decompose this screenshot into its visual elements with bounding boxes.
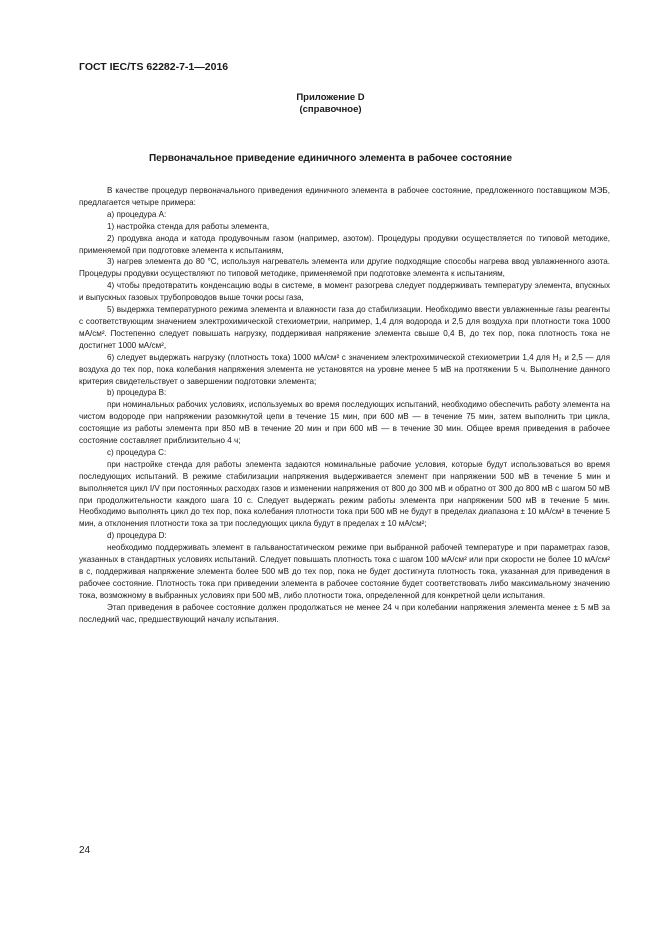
- paragraph: 3) нагрев элемента до 80 °С, используя нагреватель элемента или другие подходящие способы нагрева ввод увлажненного азота. Процедуры продувки осуществляют по типовой методике, применяемой при подготовке элемента к испытаниям,: [79, 257, 610, 279]
- paragraph: при номинальных рабочих условиях, используемых во время последующих испытаний, необходимо обеспечить работу элемента на чистом водороде при напряжении разомкнутой цепи в течение 15 мин, при 600 мВ — в течение 75 мин, затем выполнить три цикла, состоящие из работы элемента при 850 мВ в течение 20 мин и при 600 мВ — в течение 30 мин. Общее время приведения в рабочее состояние составляет приблизительно 4 ч;: [79, 400, 610, 446]
- paragraph: 1) настройка стенда для работы элемента,: [107, 221, 270, 231]
- annex-subtitle: (справочное): [299, 104, 362, 115]
- paragraph: 4) чтобы предотвратить конденсацию воды в системе, в момент разогрева следует поддерживать температуру элемента, впускных и выпускных газовых трубопроводов выше точки росы газа,: [79, 281, 610, 303]
- paragraph: а) процедура А:: [107, 209, 167, 219]
- section-title: Первоначальное приведение единичного элемента в рабочее состояние: [148, 153, 513, 164]
- page-number: 24: [79, 845, 91, 856]
- paragraph: В качестве процедур первоначального приведения единичного элемента в рабочее состояние, предложенного поставщиком МЭБ, предлагается четыре примера:: [79, 186, 610, 207]
- annex-heading: [0, 92, 661, 116]
- document-header: ГОСТ IEC/TS 62282-7-1—2016: [79, 61, 229, 73]
- paragraph: 6) следует выдержать нагрузку (плотность тока) 1000 мА/см² с значением электрохимической стехиометрии 1,4 для H₂ и 2,5 — для воздуха до тех пор, пока колебания напряжения элемента не установятся на уровне менее 5 мВ на протяжении 5 ч. Выполнение данного критерия свидетельствует о завершении подготовки элемента;: [79, 352, 610, 386]
- paragraph: 2) продувка анода и катода продувочным газом (например, азотом). Процедуры продувки осуществляется по типовой методике, применяемой при подготовке элемента к испытаниям,: [79, 233, 610, 255]
- paragraph: 5) выдержка температурного режима элемента и влажности газа до стабилизации. Необходимо ввести увлажненные газы реагенты с соответствующим значением электрохимической стехиометрии, например, 1,4 для водорода и 2,5 для воздуха при плотности тока 1000 мА/см². Постепенно следует повышать нагрузку, поддерживая напряжение элемента свыше 0,4 В, до тех пор, пока плотность тока не достигнет 1000 мА/см²,: [79, 305, 610, 350]
- paragraph: b) процедура В:: [107, 388, 167, 398]
- paragraph: необходимо поддерживать элемент в гальваностатическом режиме при выбранной рабочей температуре и при параметрах газов, указанных в стандартных условиях испытаний. Следует повышать плотность тока с шагом 100 мА/см² или при скорости не более 10 мА/см² в с, поддерживая напряжение элемента более 500 мВ до тех пор, пока не будет достигнута плотность тока, указанная для приведения в рабочее состояние. Плотность тока при приведении элемента в рабочее состояние будет соответствовать либо максимальному значению тока, возможному в выбранных условиях при 500 мВ, либо плотности тока, определенной для конкретной цели испытания.: [79, 543, 610, 600]
- paragraph: при настройке стенда для работы элемента задаются номинальные рабочие условия, которые будут использоваться во время последующих испытаний. В режиме стабилизации напряжения выдерживается элемент при напряжении 500 мВ в течение 5 мин и выполняется цикл I/V при постоянных расходах газов и изменении напряжения от 800 до 300 мВ и обратно от 300 до 800 мВ с шагом 50 мВ при продолжительности каждого шага 10 с. Следует выдержать режим работы элемента при напряжении 500 мВ в течение 5 мин. Необходимо выполнять цикл до тех пор, пока колебания плотности тока при 500 мВ не будут в пределах диапазона ± 10 мА/см² в течение 5 мин, а отклонения плотности тока за три последующих цикла будут в пределах ± 10 мА/см²;: [79, 459, 610, 529]
- paragraph: d) процедура D:: [107, 531, 167, 541]
- annex-title: Приложение D: [296, 92, 365, 103]
- paragraph: с) процедура С:: [107, 447, 167, 457]
- body-text: [79, 185, 610, 626]
- paragraph: Этап приведения в рабочее состояние должен продолжаться не менее 24 ч при колебании напряжения элемента менее ± 5 мВ за последний час, предшествующий началу испытания.: [79, 602, 610, 624]
